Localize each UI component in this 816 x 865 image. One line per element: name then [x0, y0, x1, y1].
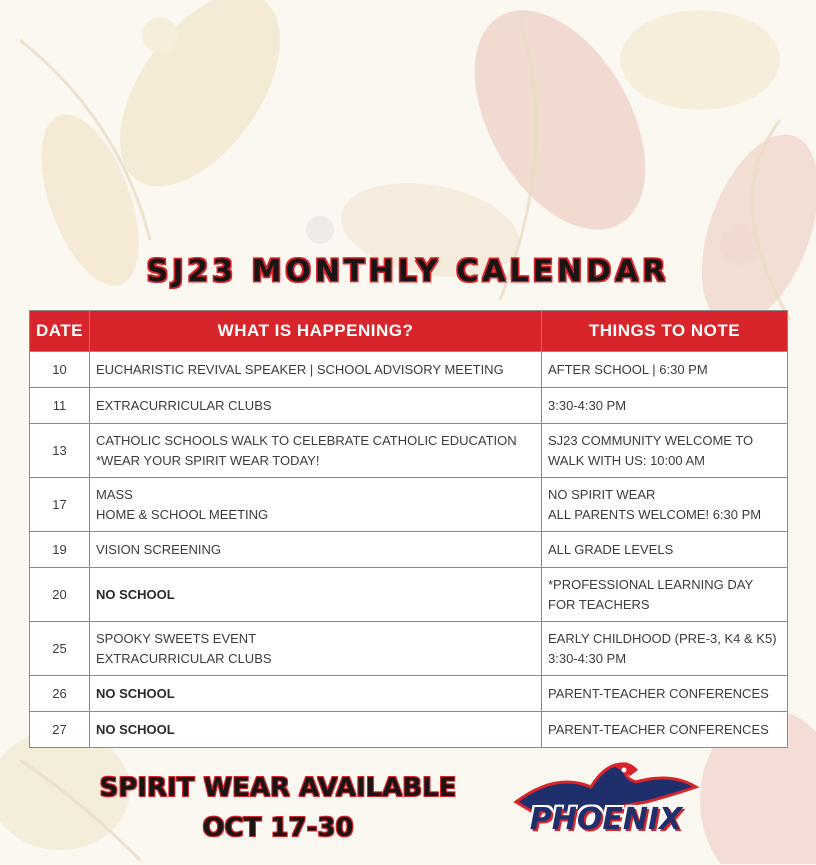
- page-title: SJ23 MONTHLY CALENDAR: [146, 254, 670, 289]
- table-row: [30, 532, 788, 568]
- row-date: 27: [30, 712, 90, 748]
- row-event: [90, 478, 542, 532]
- row-event-line: SPOOKY SWEETS EVENT: [96, 630, 257, 646]
- row-date: 20: [30, 568, 90, 622]
- row-note-line: PARENT-TEACHER CONFERENCES: [548, 721, 769, 737]
- table-row: [30, 622, 788, 676]
- row-event-line: HOME & SCHOOL MEETING: [96, 506, 269, 522]
- row-note-line: EARLY CHILDHOOD (PRE-3, K4 & K5): [548, 630, 777, 646]
- row-event-line: NO SCHOOL: [96, 586, 175, 602]
- table-row: [30, 388, 788, 424]
- spirit-wear-line1: SPIRIT WEAR AVAILABLE: [99, 773, 457, 803]
- row-event: [90, 712, 542, 748]
- row-note-line: PARENT-TEACHER CONFERENCES: [548, 685, 769, 701]
- row-event-line: EUCHARISTIC REVIVAL SPEAKER | SCHOOL ADVISORY MEETING: [96, 361, 504, 377]
- spirit-wear-line2: OCT 17-30: [202, 813, 354, 843]
- row-event-line: EXTRACURRICULAR CLUBS: [96, 397, 272, 413]
- row-date: 26: [30, 676, 90, 712]
- row-note: [542, 424, 788, 478]
- row-event-line: VISION SCREENING: [96, 541, 221, 557]
- row-event: [90, 676, 542, 712]
- row-note-line: AFTER SCHOOL | 6:30 PM: [548, 361, 708, 377]
- table-row: [30, 424, 788, 478]
- row-note: [542, 568, 788, 622]
- row-event-line: NO SCHOOL: [96, 721, 175, 737]
- row-note-line: NO SPIRIT WEAR: [548, 486, 656, 502]
- table-row: [30, 352, 788, 388]
- row-note-line: SJ23 COMMUNITY WELCOME TO: [548, 432, 754, 448]
- row-date: 10: [30, 352, 90, 388]
- row-event: [90, 352, 542, 388]
- table-row: [30, 712, 788, 748]
- row-date: 13: [30, 424, 90, 478]
- spirit-wear-banner: [58, 768, 498, 848]
- row-date: 11: [30, 388, 90, 424]
- row-note-line: *PROFESSIONAL LEARNING DAY: [548, 576, 754, 592]
- table-header-row: [30, 311, 788, 352]
- phoenix-logo: [496, 752, 706, 860]
- row-event-line: CATHOLIC SCHOOLS WALK TO CELEBRATE CATHOLIC EDUCATION: [96, 432, 517, 448]
- table-row: [30, 676, 788, 712]
- phoenix-logo-text: PHOENIX: [529, 802, 683, 837]
- column-header-event: WHAT IS HAPPENING?: [90, 311, 542, 352]
- table-row: [30, 478, 788, 532]
- row-note-line: WALK WITH US: 10:00 AM: [548, 452, 706, 468]
- row-event-line: NO SCHOOL: [96, 685, 175, 701]
- row-note: [542, 676, 788, 712]
- row-note: [542, 712, 788, 748]
- table-row: [30, 568, 788, 622]
- column-header-note: THINGS TO NOTE: [542, 311, 788, 352]
- row-note-line: 3:30-4:30 PM: [548, 650, 627, 666]
- row-note: [542, 352, 788, 388]
- row-note-line: FOR TEACHERS: [548, 596, 650, 612]
- column-header-date: DATE: [30, 311, 90, 352]
- row-note-line: ALL PARENTS WELCOME! 6:30 PM: [548, 506, 762, 522]
- row-event: [90, 388, 542, 424]
- row-note: [542, 478, 788, 532]
- row-note: [542, 388, 788, 424]
- row-date: 25: [30, 622, 90, 676]
- row-note: [542, 622, 788, 676]
- row-event-line: *WEAR YOUR SPIRIT WEAR TODAY!: [96, 452, 320, 468]
- row-event: [90, 424, 542, 478]
- row-date: 19: [30, 532, 90, 568]
- row-date: 17: [30, 478, 90, 532]
- row-note-line: ALL GRADE LEVELS: [548, 541, 674, 557]
- row-note: [542, 532, 788, 568]
- row-event: [90, 568, 542, 622]
- calendar-table: [29, 310, 788, 748]
- row-event-line: EXTRACURRICULAR CLUBS: [96, 650, 272, 666]
- row-event: [90, 622, 542, 676]
- row-event: [90, 532, 542, 568]
- row-event-line: MASS: [96, 486, 133, 502]
- row-note-line: 3:30-4:30 PM: [548, 397, 627, 413]
